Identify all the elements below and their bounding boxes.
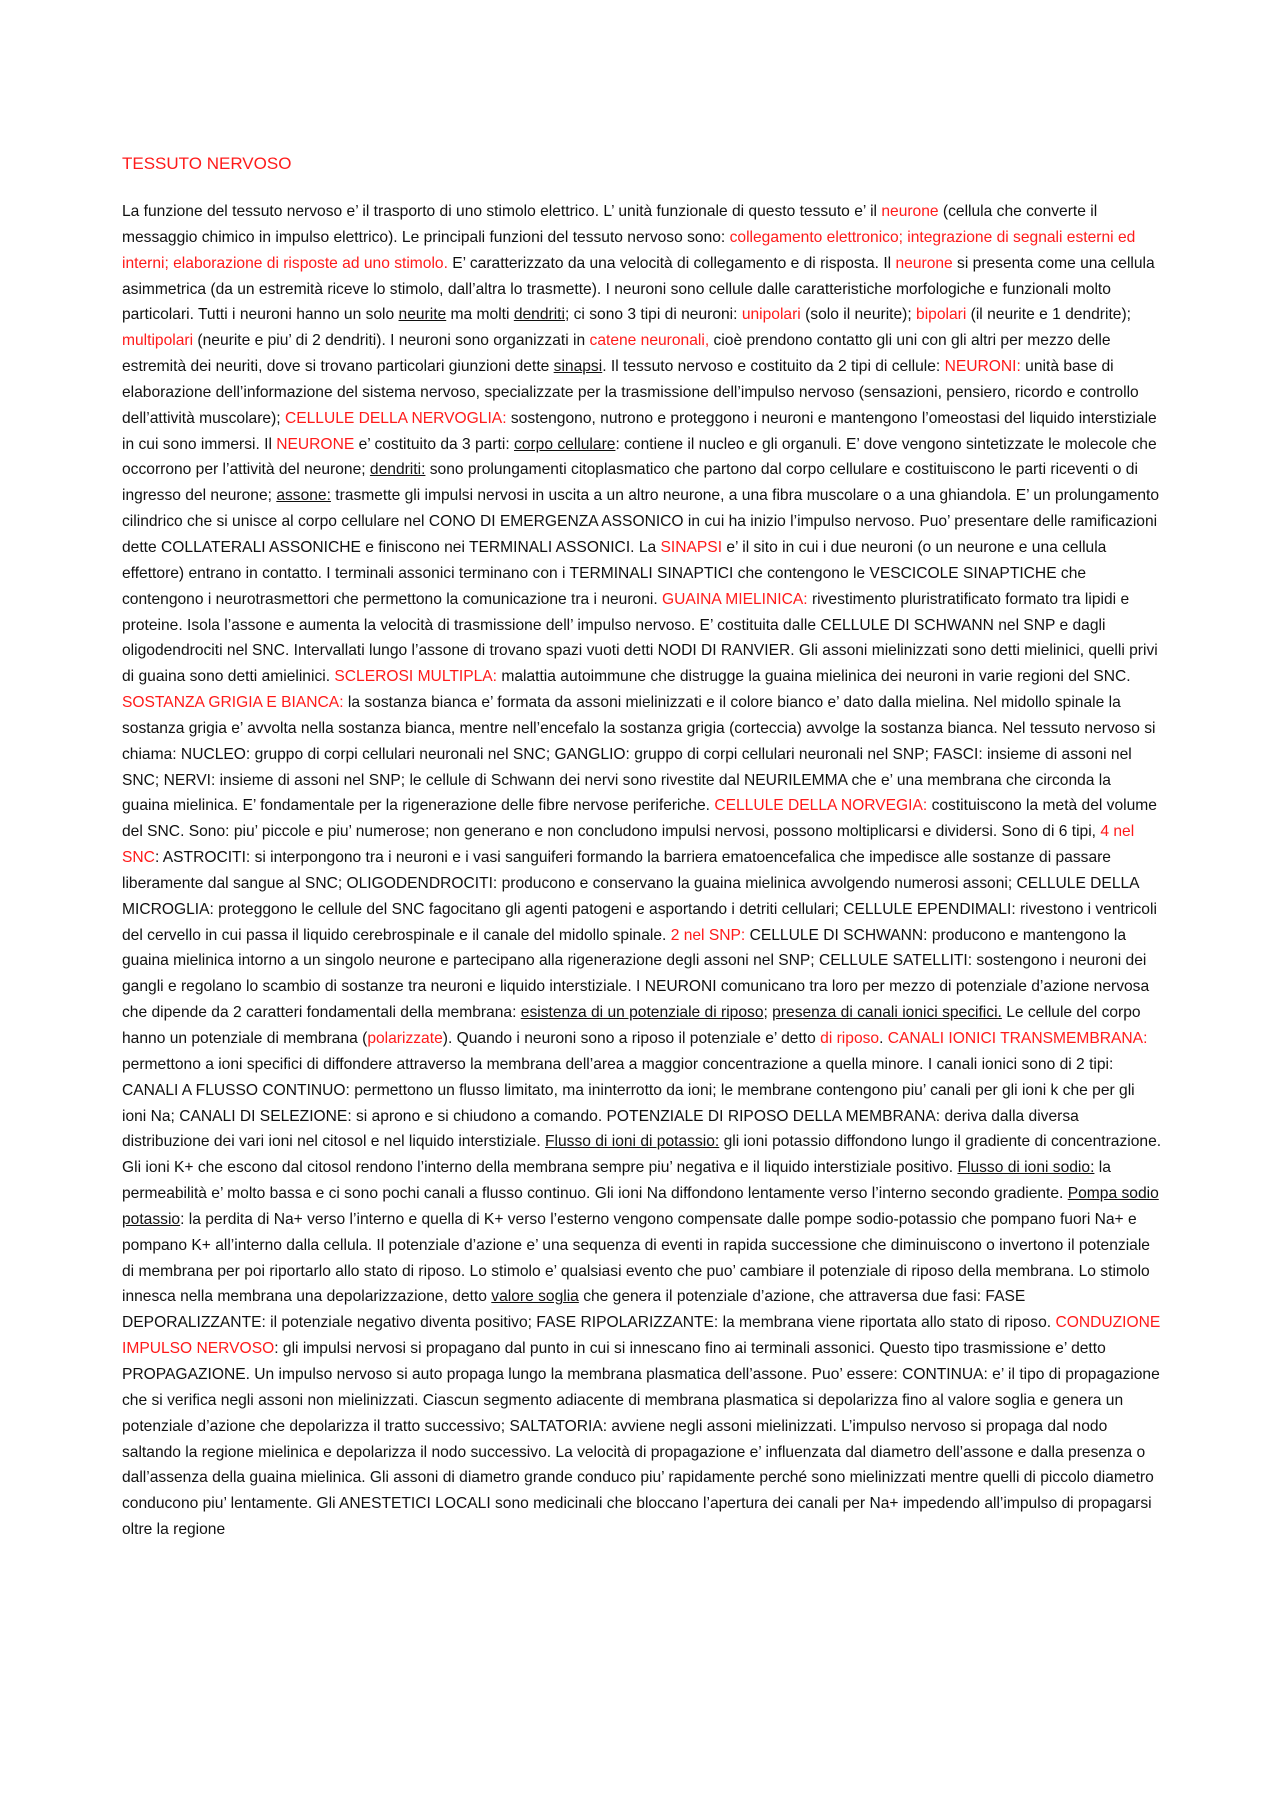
- text-run: (solo il neurite);: [800, 306, 917, 324]
- underlined-term: esistenza di un potenziale di riposo: [520, 1004, 764, 1022]
- highlighted-term: di riposo: [820, 1030, 880, 1047]
- text-run: La funzione del tessuto nervoso e’ il trasporto di uno stimolo elettrico. L’ unità funzionale di questo tessuto e’ il: [122, 203, 882, 220]
- text-run: permettono a ioni specifici di diffondere attraverso la membrana dell’area a maggior concentrazione a quella minore. I canali ionici sono di 2 tipi: CANALI A FLUSSO CONTINUO: permettono un flusso limitato, ma ininterrotto da ioni; le membrane contengono piu’ canali per gli ioni k che per gli ioni Na; CANALI DI SELEZIONE: si aprono e si chiudono a comando. POTENZIALE DI RIPOSO DELLA MEMBRANA: deriva dalla diversa distribuzione dei vari ioni nel citosol e nel liquido interstiziale.: [122, 1055, 1135, 1151]
- text-run: . Il tessuto nervoso e costituito da 2 tipi di cellule:: [602, 358, 945, 376]
- highlighted-term: GUAINA MIELINICA:: [662, 590, 808, 608]
- text-run: (neurite e piu’ di 2 dendriti). I neuroni sono organizzati in: [193, 332, 590, 350]
- text-run: ). Quando i neuroni sono a riposo il potenziale e’ detto: [442, 1030, 821, 1047]
- highlighted-term: CELLULE DELLA NORVEGIA:: [714, 797, 928, 815]
- highlighted-term: NEURONI:: [944, 358, 1021, 376]
- text-run: : gli impulsi nervosi si propagano dal punto in cui si innescano fino ai terminali assonici. Questo tipo trasmissione e’ detto PROPAGAZIONE. Un impulso nervoso si auto propaga lungo la membrana plasmatica dell’assone. Puo’ essere: CONTINUA: e’ il tipo di propagazione che si verifica negli assoni non mielinizzati. Ciascun segmento adiacente di membrana plasmatica si depolarizza fino al valore soglia e genera un potenziale d’azione che depolarizza il tratto successivo; SALTATORIA: avviene negli assoni mielinizzati. L’impulso nervoso si propaga dal nodo saltando la regione mielinica e depolarizza il nodo successivo. La velocità di propagazione e’ influenzata dal diametro dell’assone e dalla presenza o dall’assenza della guaina mielinica. Gli assoni di diametro grande conduco piu’ rapidamente perché sono mielinizzati mentre quelli di piccolo diametro conducono piu’ lentamente. Gli ANESTETICI LOCALI sono medicinali che bloccano l’apertura dei canali per Na+ impedendo all’impulso di propagarsi oltre la regione: [122, 1340, 1160, 1539]
- text-run: che genera il potenziale d’azione, che attraversa due fasi: FASE DEPORALIZZANTE: il potenziale negativo diventa positivo; FASE RIPOLARIZZANTE: la membrana viene riportata allo stato di riposo.: [122, 1288, 1056, 1332]
- text-run: ; ci sono 3 tipi di neuroni:: [564, 306, 742, 324]
- underlined-term: dendriti: [513, 306, 565, 324]
- highlighted-term: CANALI IONICI TRANSMEMBRANA:: [887, 1030, 1148, 1047]
- underlined-term: neurite: [398, 306, 447, 324]
- text-run: ma molti: [446, 306, 514, 324]
- highlighted-term: 2 nel SNP:: [670, 926, 746, 944]
- underlined-term: Flusso di ioni sodio:: [957, 1159, 1095, 1177]
- underlined-term: Flusso di ioni di potassio:: [545, 1133, 720, 1151]
- text-run: CELLULE DI SCHWANN: producono e mantengono la guaina mielinica intorno a un singolo neurone e partecipano alla rigenerazione degli assoni nel SNP; CELLULE SATELLITI: sostengono i neuroni dei gangli e regolano lo scambio di sostanze tra neuroni e liquido interstiziale. I NEURONI comunicano tra loro per mezzo di potenziale d’azione nervosa che dipende da 2 caratteri fondamentali della membrana:: [122, 926, 1150, 1022]
- text-run: Le cellule del corpo hanno un potenziale di membrana (: [122, 1004, 1141, 1047]
- text-run: (il neurite e 1 dendrite);: [966, 306, 1131, 324]
- highlighted-term: CELLULE DELLA NERVOGLIA:: [284, 409, 507, 427]
- text-run: cioè prendono contatto gli uni con gli altri per mezzo delle estremità dei neuriti, dove si trovano particolari giunzioni dette: [122, 332, 1111, 376]
- text-run: la sostanza bianca e’ formata da assoni mielinizzati e il colore bianco e’ dato dalla mielina. Nel midollo spinale la sostanza grigia e’ avvolta nella sostanza bianca, mentre nell’encefalo la sostanza grigia (corteccia) avvolge la sostanza bianca. Nel tessuto nervoso si chiama: NUCLEO: gruppo di corpi cellulari neuronali nel SNC; GANGLIO: gruppo di corpi cellulari neuronali nel SNP; FASCI: insieme di assoni nel SNC; NERVI: insieme di assoni nel SNP; le cellule di Schwann dei nervi sono rivestite dal NEURILEMMA che e’ una membrana che circonda la guaina mielinica. E’ fondamentale per la rigenerazione delle fibre nervose periferiche.: [122, 694, 1156, 815]
- underlined-term: sinapsi: [553, 358, 603, 376]
- highlighted-term: SCLEROSI MULTIPLA:: [334, 668, 497, 686]
- text-run: gli ioni potassio diffondono lungo il gradiente di concentrazione. Gli ioni K+ che escono dal citosol rendono l’interno della membrana sempre piu’ negativa e il liquido interstiziale positivo.: [122, 1133, 1162, 1177]
- highlighted-term: SINAPSI: [660, 538, 723, 556]
- text-run: E’ caratterizzato da una velocità di collegamento e di risposta. Il: [447, 254, 896, 272]
- text-run: e’ il sito in cui i due neuroni (o un neurone e una cellula effettore) entrano in contatto. I terminali assonici terminano con i TERMINALI SINAPTICI che contengono le VESCICOLE SINAPTICHE che contengono i neurotrasmettori che permettono la comunicazione tra i neuroni.: [122, 538, 1107, 608]
- highlighted-term: neurone: [881, 203, 939, 220]
- text-run: e’ costituito da 3 parti:: [354, 435, 515, 453]
- underlined-term: Pompa sodio potassio: [122, 1185, 1159, 1228]
- text-run: : contiene il nucleo e gli organuli. E’ dove vengono sintetizzate le molecole che occorrono per l’attività del neurone;: [122, 435, 1157, 479]
- highlighted-term: SOSTANZA GRIGIA E BIANCA:: [122, 694, 344, 712]
- text-run: unità base di elaborazione dell’informazione del sistema nervoso, specializzate per la trasmissione dell’impulso nervoso (sensazioni, pensiero, ricordo e controllo dell’attività muscolare);: [122, 358, 1139, 427]
- body-paragraph: [122, 199, 1162, 1543]
- text-run: la permeabilità e’ molto bassa e ci sono pochi canali a flusso continuo. Gli ioni Na diffondono lentamente verso l’interno secondo gradiente.: [122, 1159, 1111, 1203]
- text-run: ;: [763, 1004, 773, 1022]
- highlighted-term: catene neuronali,: [589, 332, 710, 350]
- text-run: sono prolungamenti citoplasmatico che partono dal corpo cellulare e costituiscono le parti riceventi o di ingresso del neurone;: [122, 461, 1138, 505]
- underlined-term: dendriti:: [369, 461, 426, 479]
- text-run: sostengono, nutrono e proteggono i neuroni e mantengono l’omeostasi del liquido interstiziale in cui sono immersi. Il: [122, 409, 1157, 453]
- text-run: costituiscono la metà del volume del SNC. Sono: piu’ piccole e piu’ numerose; non generano e non concludono impulsi nervosi, possono moltiplicarsi e dividersi. Sono di 6 tipi,: [122, 797, 1157, 841]
- page-title: TESSUTO NERVOSO: [122, 154, 292, 173]
- highlighted-term: collegamento elettronico; integrazione di segnali esterni ed interni; elaborazione di risposte ad uno stimolo.: [122, 228, 1136, 272]
- highlighted-term: multipolari: [122, 332, 194, 350]
- text-run: si presenta come una cellula asimmetrica (da un estremità riceve lo stimolo, dall’altra lo trasmette). I neuroni sono cellule dalle caratteristiche morfologiche e funzionali molto particolari. Tutti i neuroni hanno un solo: [122, 254, 1155, 324]
- highlighted-term: CONDUZIONE IMPULSO NERVOSO: [122, 1314, 1161, 1358]
- text-run: (cellula che converte il messaggio chimico in impulso elettrico). Le principali funzioni del tessuto nervoso sono:: [122, 203, 1098, 246]
- text-run: : ASTROCITI: si interpongono tra i neuroni e i vasi sanguiferi formando la barriera ematoencefalica che impedisce alle sostanze di passare liberamente dal sangue al SNC; OLIGODENDROCITI: producono e conservano la guaina mielinica avvolgendo numerosi assoni; CELLULE DELLA MICROGLIA: proteggono le cellule del SNC fagocitano gli agenti patogeni e asportando i detriti cellulari; CELLULE EPENDIMALI: rivestono i ventricoli del cervello in cui passa il liquido cerebrospinale e il canale del midollo spinale.: [122, 849, 1157, 944]
- highlighted-term: 4 nel SNC: [122, 823, 1135, 867]
- underlined-term: assone:: [276, 487, 331, 505]
- text-run: malattia autoimmune che distrugge la guaina mielinica dei neuroni in varie regioni del SNC.: [497, 668, 1131, 686]
- text-run: trasmette gli impulsi nervosi in uscita a un altro neurone, a una fibra muscolare o a una ghiandola. E’ un prolungamento cilindrico che si unisce al corpo cellulare nel CONO DI EMERGENZA ASSONICO in cui ha inizio l’impulso nervoso. Puo’ presentare delle ramificazioni dette COLLATERALI ASSONICHE e finiscono nei TERMINALI ASSONICI. La: [122, 487, 1160, 556]
- text-run: rivestimento pluristratificato formato tra lipidi e proteine. Isola l’assone e aumenta la velocità di trasmissione dell’ impulso nervoso. E’ costituita dalle CELLULE DI SCHWANN nel SNP e dagli oligodendrociti nel SNC. Intervallati lungo l’assone di trovano spazi vuoti detti NODI DI RANVIER. Gli assoni mielinizzati sono detti mielinici, quelli privi di guaina sono detti amielinici.: [122, 590, 1158, 686]
- highlighted-term: bipolari: [916, 306, 967, 324]
- highlighted-term: polarizzate: [367, 1030, 443, 1047]
- highlighted-term: unipolari: [741, 306, 801, 324]
- underlined-term: presenza di canali ionici specifici.: [772, 1004, 1002, 1022]
- highlighted-term: NEURONE: [276, 435, 355, 453]
- text-run: : la perdita di Na+ verso l’interno e quella di K+ verso l’esterno vengono compensate dalle pompe sodio-potassio che pompano fuori Na+ e pompano K+ all’interno dalla cellula. Il potenziale d’azione e’ una sequenza di eventi in rapida successione che diminuiscono o invertono il potenziale di membrana per poi riportarlo allo stato di riposo. Lo stimolo e’ qualsiasi evento che puo’ cambiare il potenziale di riposo della membrana. Lo stimolo innesca nella membrana una depolarizzazione, detto: [122, 1210, 1150, 1306]
- underlined-term: valore soglia: [491, 1288, 579, 1306]
- highlighted-term: neurone: [895, 254, 953, 272]
- underlined-term: corpo cellulare: [514, 435, 616, 453]
- text-run: .: [879, 1030, 888, 1047]
